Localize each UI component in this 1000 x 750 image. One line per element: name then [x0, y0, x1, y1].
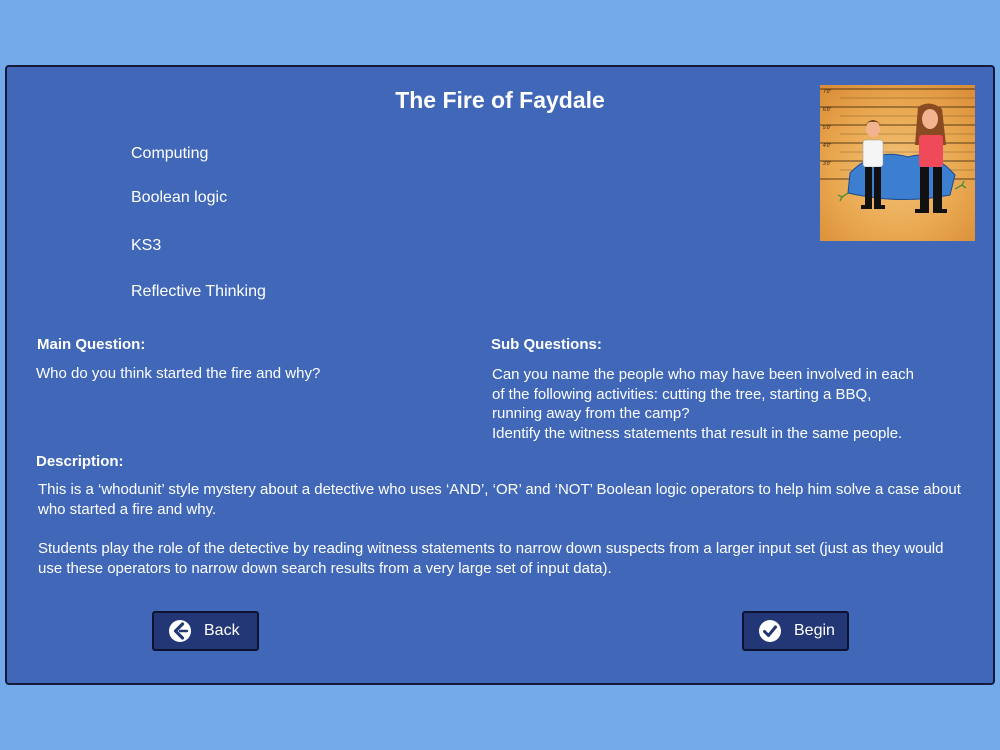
height-mark: 6'0" [823, 107, 832, 113]
height-mark: 3'0" [823, 161, 832, 167]
details-panel [5, 65, 995, 685]
page-title: The Fire of Faydale [395, 87, 605, 113]
description-paragraph: This is a ‘whodunit’ style mystery about a detective who uses ‘AND’, ‘OR’ and ‘NOT’ Boolean logic operators to help him solve a case about who started a fire and why. [38, 481, 961, 518]
description-paragraph: Students play the role of the detective by reading witness statements to narrow down suspects from a larger input set (just as they would use these operators to narrow down search results from a very large set of input data). [38, 540, 944, 577]
check-circle-icon [758, 619, 782, 643]
meta-value: Boolean logic [131, 189, 228, 206]
meta-value: KS3 [131, 237, 162, 254]
height-mark: 7'0" [823, 89, 832, 95]
sub-question-line: running away from the camp? [492, 405, 690, 422]
meta-value: Computing [131, 145, 209, 162]
sub-questions-heading: Sub Questions: [491, 336, 602, 353]
main-question-heading: Main Question: [37, 336, 146, 353]
main-question-text: Who do you think started the fire and why? [36, 365, 321, 382]
lineup-thumbnail [820, 85, 975, 241]
sub-question-line: Identify the witness statements that result in the same people. [492, 424, 903, 442]
chevron-left-icon [168, 619, 192, 643]
meta-value: Reflective Thinking [131, 283, 266, 300]
back-button[interactable] [152, 611, 259, 651]
sub-question-line: of the following activities: cutting the tree, starting a BBQ, [492, 385, 872, 403]
begin-button[interactable] [742, 611, 849, 651]
police-lineup-image [820, 85, 975, 241]
begin-button-label: Begin [794, 622, 835, 639]
back-button-label: Back [204, 622, 240, 639]
description-heading: Description: [36, 453, 124, 470]
height-mark: 5'0" [823, 125, 832, 131]
description-text [38, 480, 963, 598]
height-mark: 4'0" [823, 143, 832, 149]
sub-questions-text [492, 365, 982, 443]
sub-question-line: Can you name the people who may have been involved in each [492, 366, 914, 383]
